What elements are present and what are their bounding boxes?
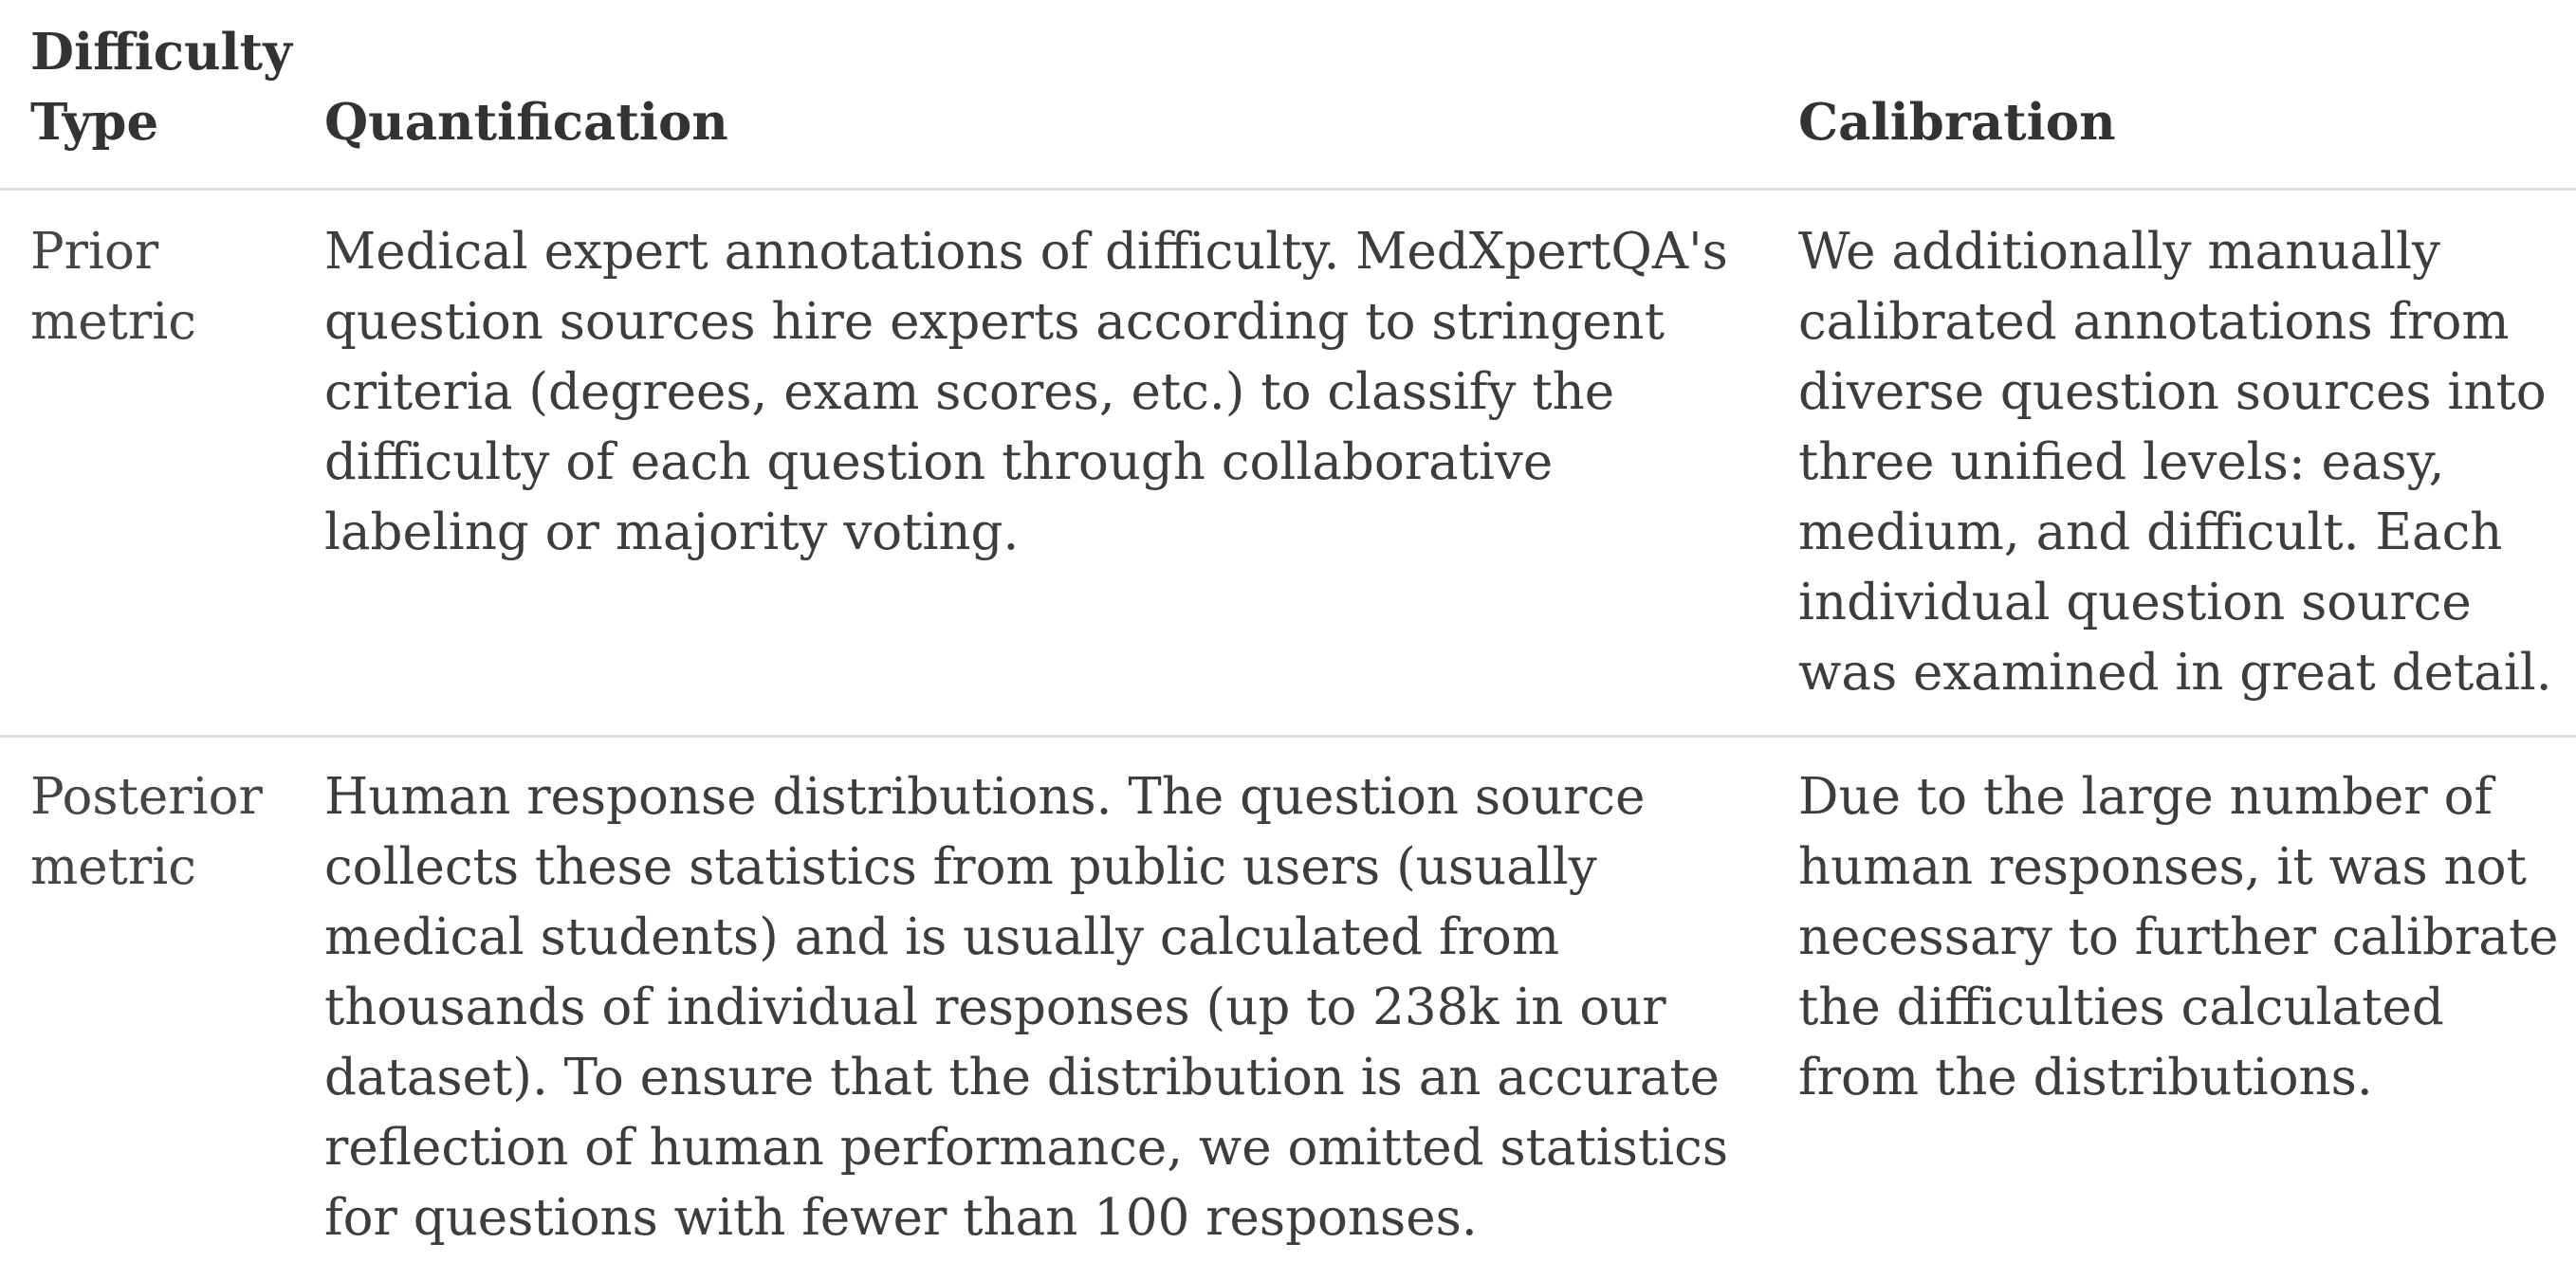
- row-type-prior: Prior metric: [0, 190, 294, 737]
- row-quantification-prior: Medical expert annotations of difficulty. MedXpertQA's question sources hire experts according to stringent criteria (degrees, exam scores, etc.) to classify the difficulty of each question through collaborative labeling or majority voting.: [294, 190, 1768, 737]
- header-difficulty-type: Difficulty Type: [0, 0, 294, 190]
- row-quantification-posterior: Human response distributions. The question source collects these statistics from public users (usually medical students) and is usually calculated from thousands of individual responses (up to 238k in our dataset). To ensure that the distribution is an accurate reflection of human performance, we omitted statistics for questions with fewer than 100 responses.: [294, 737, 1768, 1280]
- header-quantification: Quantification: [294, 0, 1768, 190]
- header-calibration: Calibration: [1768, 0, 2576, 190]
- table-header: [0, 0, 2576, 190]
- table-body: [0, 190, 2576, 1280]
- table-row: [0, 737, 2576, 1280]
- table-row: [0, 190, 2576, 737]
- row-type-posterior: Posterior metric: [0, 737, 294, 1280]
- row-calibration-posterior: Due to the large number of human responses, it was not necessary to further calibrate the difficulties calculated from the distributions.: [1768, 737, 2576, 1280]
- row-calibration-prior: We additionally manually calibrated annotations from diverse question sources into three unified levels: easy, medium, and difficult. Each individual question source was examined in great detail.: [1768, 190, 2576, 737]
- header-row: [0, 0, 2576, 190]
